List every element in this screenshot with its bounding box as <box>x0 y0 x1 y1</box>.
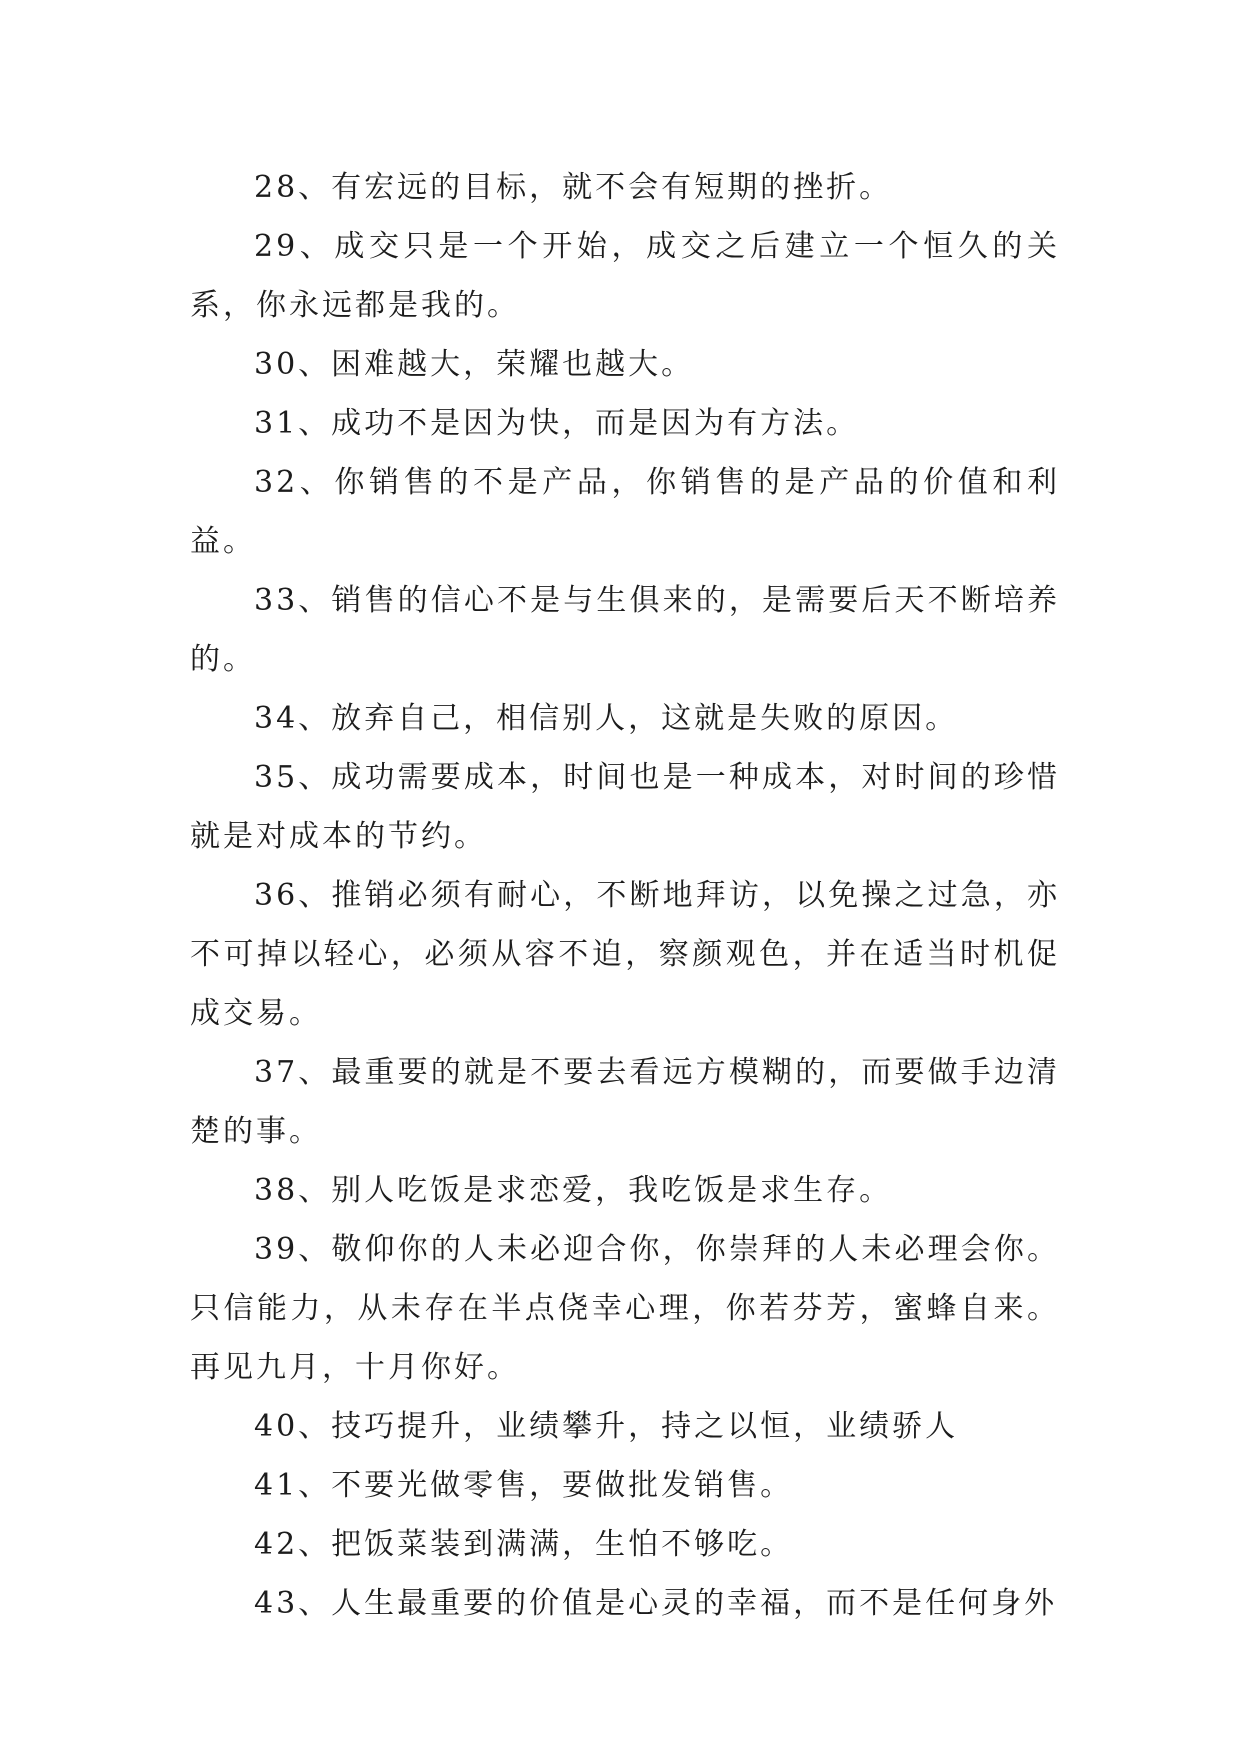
paragraph-38: 38、别人吃饭是求恋爱，我吃饭是求生存。 <box>254 1173 893 1208</box>
paragraph-41: 41、不要光做零售，要做批发销售。 <box>254 1468 794 1503</box>
document-body <box>190 158 1060 1633</box>
paragraph-33: 33、销售的信心不是与生俱来的，是需要后天不断培养的。 <box>190 583 1060 677</box>
paragraph-30: 30、困难越大，荣耀也越大。 <box>254 347 695 382</box>
paragraph-37: 37、最重要的就是不要去看远方模糊的，而要做手边清楚的事。 <box>190 1055 1060 1149</box>
paragraph-39: 39、敬仰你的人未必迎合你，你崇拜的人未必理会你。只信能力，从未存在半点侥幸心理，你若芬芳，蜜蜂自来。再见九月，十月你好。 <box>190 1232 1060 1385</box>
paragraph-36: 36、推销必须有耐心，不断地拜访，以免操之过急，亦不可掉以轻心，必须从容不迫，察颜观色，并在适当时机促成交易。 <box>190 878 1060 1031</box>
paragraph-35: 35、成功需要成本，时间也是一种成本，对时间的珍惜就是对成本的节约。 <box>190 760 1060 854</box>
paragraph-28: 28、有宏远的目标，就不会有短期的挫折。 <box>254 170 893 205</box>
paragraph-31: 31、成功不是因为快，而是因为有方法。 <box>254 406 860 441</box>
paragraph-43: 43、人生最重要的价值是心灵的幸福，而不是任何身外 <box>254 1586 1058 1621</box>
paragraph-34: 34、放弃自己，相信别人，这就是失败的原因。 <box>254 701 959 736</box>
paragraph-29: 29、成交只是一个开始，成交之后建立一个恒久的关系，你永远都是我的。 <box>190 229 1060 323</box>
paragraph-42: 42、把饭菜装到满满，生怕不够吃。 <box>254 1527 794 1562</box>
paragraph-40: 40、技巧提升，业绩攀升，持之以恒，业绩骄人 <box>254 1409 959 1444</box>
paragraph-32: 32、你销售的不是产品，你销售的是产品的价值和利益。 <box>190 465 1060 559</box>
